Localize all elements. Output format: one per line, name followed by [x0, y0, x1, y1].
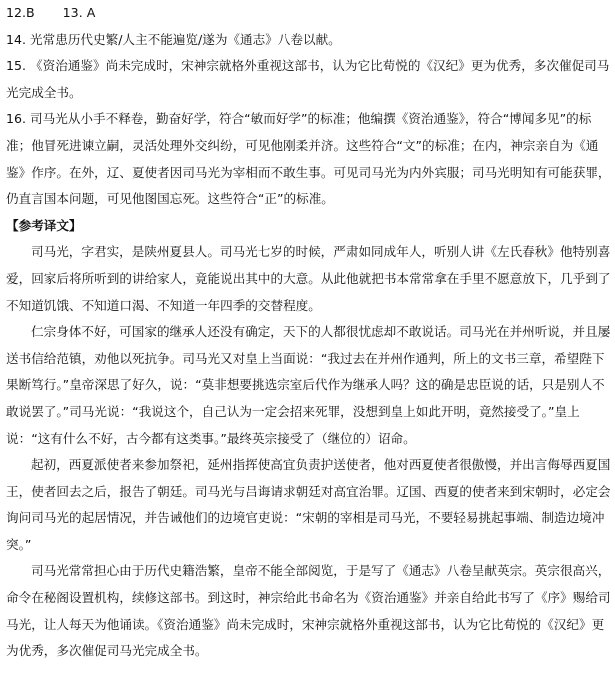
question-16-answer: 16. 司马光从小手不释卷，勤奋好学，符合“敏而好学”的标准；他编撰《资治通鉴》，符合“博闻多见”的标准；他冒死进谏立嗣，灵活处理外交纠纷，可见他刚柔并济。这些符合“文”的标准；在内，神宗亲自为《通鉴》作序。在外，辽、夏使者因司马光为宰相而不敢生事。可见司马光为内外宾服；司马光明知有可能获罪，仍直言国本问题，可见他图国忘死。这些符合“正”的标准。: [6, 111, 611, 207]
translation-paragraph: 司马光，字君实，是陕州夏县人。司马光七岁的时候，严肃如同成年人，听别人讲《左氏春秋》他特别喜爱，回家后将所听到的讲给家人，竟能说出其中的大意。从此他就把书本常常拿在手里不愿意放下，几乎到了不知道饥饿、不知道口渴、不知道一年四季的交替程度。: [6, 244, 611, 313]
translation-paragraph: 起初，西夏派使者来参加祭祀，延州指挥使高宜负责护送使者，他对西夏使者很傲慢，并出言侮辱西夏国王，使者回去之后，报告了朝廷。司马光与吕诲请求朝廷对高宜治罪。辽国、西夏的使者来到宋朝时，必定会询问司马光的起居情况，并告诫他们的边境官吏说：“宋朝的宰相是司马光，不要轻易挑起事端、制造边境冲突。”: [6, 457, 611, 552]
answer-13: 13. A: [62, 5, 96, 20]
translation-paragraph: 仁宗身体不好，可国家的继承人还没有确定，天下的人都很忧虑却不敢说话。司马光在并州听说，并且屡送书信给范镇，劝他以死抗争。司马光又对皇上当面说：“我过去在并州作通判，所上的文书三章，希望陛下果断笃行。”皇帝深思了好久，说：“莫非想要挑选宗室后代作为继承人吗？这的确是忠臣说的话，只是别人不敢说罢了。”司马光说：“我说这个，自己认为一定会招来死罪，没想到皇上如此开明，竟然接受了。”皇上说：“这有什么不好，古今都有这类事。”最终英宗接受了（继位的）诏命。: [6, 324, 611, 446]
answer-12: 12.B: [6, 5, 35, 20]
question-15-answer: 15. 《资治通鉴》尚未完成时，宋神宗就格外重视这部书，认为它比荀悦的《汉纪》更为优秀，多次催促司马光完成全书。: [6, 58, 610, 100]
translation-paragraph: 司马光常常担心由于历代史籍浩繁，皇帝不能全部阅览，于是写了《通志》八卷呈献英宗。英宗很高兴，命令在秘阁设置机构，续修这部书。到这时，神宗给此书命名为《资治通鉴》并亲自给此书写了《序》赐给司马光，让人每天为他诵读。《资治通鉴》尚未完成时，宋神宗就格外重视这部书，认为它比荀悦的《汉纪》更为优秀，多次催促司马光完成全书。: [6, 563, 611, 659]
reference-translation-heading: 【参考译文】: [6, 217, 82, 233]
answer-line: [6, 0, 613, 27]
question-14-answer: 14. 光常患历代史繁/人主不能遍览/遂为《通志》八卷以献。: [6, 31, 341, 47]
